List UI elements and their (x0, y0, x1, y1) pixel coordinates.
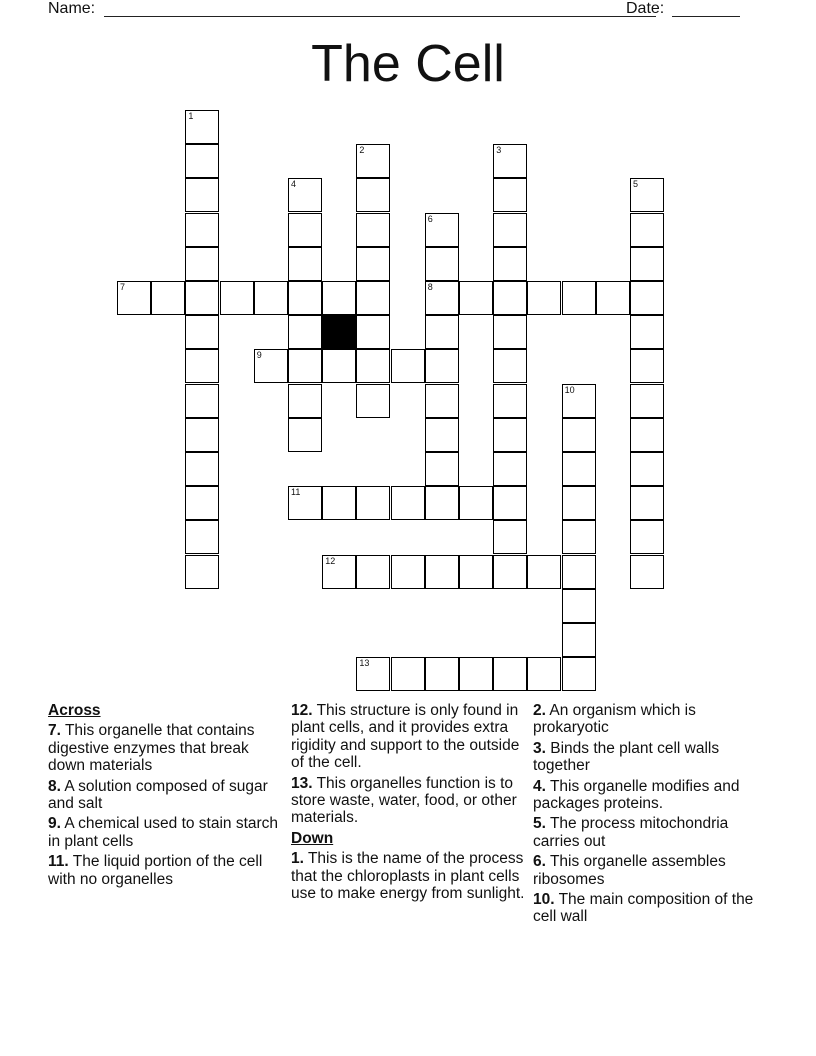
grid-cell[interactable] (185, 144, 219, 178)
grid-cell[interactable] (356, 247, 390, 281)
grid-cell[interactable] (493, 657, 527, 691)
clue-number: 4 (291, 179, 297, 190)
grid-cell[interactable] (185, 384, 219, 418)
clue-across-12: 12. This structure is only found in plant cells, and it provides extra rigidity and support to the outside of the cell. (291, 702, 520, 772)
grid-cell[interactable] (356, 657, 390, 691)
grid-cell[interactable] (288, 281, 322, 315)
clue-number: 8 (427, 282, 433, 292)
clue-number: 9 (256, 350, 262, 361)
grid-cell[interactable] (117, 281, 151, 315)
clue-number: 6 (427, 213, 433, 224)
down-heading: Down (291, 829, 334, 847)
grid-cell[interactable] (425, 315, 459, 349)
clue-number: 11 (291, 487, 301, 498)
clue-down-1: 1. This is the name of the process that the chloroplasts in plant cells use to make energy from sunlight. (291, 850, 525, 903)
grid-cell[interactable] (562, 281, 596, 315)
grid-cell[interactable] (493, 281, 527, 315)
clue-down-6: 6. This organelle assembles ribosomes (533, 853, 726, 888)
grid-cell[interactable] (322, 486, 356, 520)
grid-cell[interactable] (562, 486, 596, 520)
grid-cell[interactable] (425, 281, 459, 315)
grid-cell[interactable] (185, 213, 219, 247)
grid-cell[interactable] (493, 418, 527, 452)
clue-across-13: 13. This organelles function is to store waste, water, food, or other materials. (291, 774, 517, 827)
grid-cell[interactable] (356, 178, 390, 212)
grid-cell[interactable] (630, 452, 664, 486)
grid-cell[interactable] (459, 486, 493, 520)
grid-cell[interactable] (493, 315, 527, 349)
grid-cell[interactable] (185, 418, 219, 452)
clue-number: 2 (359, 145, 365, 156)
clue-number: 1 (188, 111, 194, 121)
clue-across-8: 8. A solution composed of sugar and salt (48, 777, 268, 813)
clues-column-1 (48, 702, 280, 891)
grid-cell[interactable] (425, 213, 459, 247)
grid-cell[interactable] (493, 555, 527, 589)
grid-cell[interactable] (185, 486, 219, 520)
across-heading: Across (48, 702, 101, 719)
grid-cell[interactable] (459, 281, 493, 315)
clues-column-3 (533, 702, 769, 929)
grid-cell[interactable] (425, 486, 459, 520)
clue-number: 3 (496, 145, 502, 156)
grid-cell[interactable] (630, 213, 664, 247)
grid-cell[interactable] (322, 349, 356, 383)
grid-cell[interactable] (356, 144, 390, 178)
grid-cell[interactable] (425, 452, 459, 486)
grid-cell[interactable] (356, 555, 390, 589)
grid-cell[interactable] (356, 281, 390, 315)
grid-cell[interactable] (630, 247, 664, 281)
grid-cell[interactable] (151, 281, 185, 315)
grid-cell[interactable] (356, 349, 390, 383)
grid-cell[interactable] (630, 418, 664, 452)
date-label: Date: (626, 0, 665, 17)
clues-column-2 (291, 702, 527, 905)
grid-cell[interactable] (630, 555, 664, 589)
name-label: Name: (48, 0, 96, 17)
grid-cell[interactable] (185, 555, 219, 589)
grid-cell[interactable] (322, 281, 356, 315)
grid-cell[interactable] (493, 520, 527, 554)
clue-number: 7 (120, 282, 126, 292)
grid-cell[interactable] (527, 555, 561, 589)
grid-cell[interactable] (185, 247, 219, 281)
grid-cell[interactable] (459, 555, 493, 589)
clue-down-4: 4. This organelle modifies and packages proteins. (533, 777, 740, 813)
clue-number: 5 (633, 179, 639, 190)
grid-cell[interactable] (630, 349, 664, 383)
grid-cell[interactable] (425, 247, 459, 281)
grid-cell[interactable] (356, 384, 390, 418)
clue-down-3: 3. Binds the plant cell walls together (533, 739, 720, 775)
clue-number: 10 (564, 384, 575, 395)
grid-cell[interactable] (493, 486, 527, 520)
grid-cell[interactable] (185, 178, 219, 212)
grid-cell[interactable] (425, 555, 459, 589)
grid-cell[interactable] (356, 213, 390, 247)
grid-cell[interactable] (185, 110, 219, 144)
grid-cell[interactable] (630, 178, 664, 212)
grid-cell[interactable] (459, 657, 493, 691)
grid-cell[interactable] (288, 418, 322, 452)
grid-cell[interactable] (630, 384, 664, 418)
grid-cell[interactable] (391, 349, 425, 383)
grid-cell[interactable] (288, 213, 322, 247)
grid-cell[interactable] (185, 281, 219, 315)
grid-cell[interactable] (391, 657, 425, 691)
grid-cell[interactable] (493, 452, 527, 486)
grid-cell[interactable] (288, 315, 322, 349)
grid-cell[interactable] (493, 144, 527, 178)
grid-cell[interactable] (425, 384, 459, 418)
clue-across-7: 7. This organelle that contains digestive enzymes that break down materials (48, 722, 255, 775)
grid-cell[interactable] (562, 418, 596, 452)
grid-cell[interactable] (493, 213, 527, 247)
grid-cell[interactable] (562, 555, 596, 589)
grid-cell[interactable] (391, 486, 425, 520)
grid-cell[interactable] (493, 349, 527, 383)
grid-cell[interactable] (562, 657, 596, 691)
grid-cell[interactable] (493, 247, 527, 281)
grid-cell[interactable] (356, 486, 390, 520)
grid-cell[interactable] (356, 315, 390, 349)
grid-block (322, 315, 356, 349)
grid-cell[interactable] (527, 281, 561, 315)
grid-cell[interactable] (596, 281, 630, 315)
grid-cell[interactable] (493, 384, 527, 418)
grid-cell[interactable] (527, 657, 561, 691)
grid-cell[interactable] (493, 178, 527, 212)
grid-cell[interactable] (562, 623, 596, 657)
grid-cell[interactable] (288, 384, 322, 418)
grid-cell[interactable] (562, 520, 596, 554)
grid-cell[interactable] (630, 315, 664, 349)
clue-across-11: 11. The liquid portion of the cell with no organelles (48, 853, 263, 888)
grid-cell[interactable] (288, 349, 322, 383)
grid-cell[interactable] (630, 486, 664, 520)
clue-down-5: 5. The process mitochondria carries out (533, 815, 729, 850)
grid-cell[interactable] (562, 384, 596, 418)
grid-cell[interactable] (562, 589, 596, 623)
grid-cell[interactable] (322, 555, 356, 589)
grid-cell[interactable] (630, 520, 664, 554)
grid-cell[interactable] (254, 349, 288, 383)
page-title: The Cell (311, 35, 505, 93)
grid-cell[interactable] (391, 555, 425, 589)
grid-cell[interactable] (288, 247, 322, 281)
grid-cell[interactable] (425, 349, 459, 383)
grid-cell[interactable] (288, 486, 322, 520)
grid-cell[interactable] (185, 452, 219, 486)
clue-down-2: 2. An organism which is prokaryotic (533, 702, 696, 737)
clue-number: 13 (359, 658, 370, 669)
grid-cell[interactable] (562, 452, 596, 486)
grid-cell[interactable] (254, 281, 288, 315)
grid-cell[interactable] (288, 178, 322, 212)
grid-cell[interactable] (220, 281, 254, 315)
grid-cell[interactable] (425, 418, 459, 452)
grid-cell[interactable] (630, 281, 664, 315)
clue-down-10: 10. The main composition of the cell wall (533, 891, 754, 926)
grid-cell[interactable] (425, 657, 459, 691)
grid-cell[interactable] (185, 349, 219, 383)
grid-cell[interactable] (185, 520, 219, 554)
clue-number: 12 (325, 555, 336, 566)
clue-across-9: 9. A chemical used to stain starch in plant cells (48, 815, 279, 850)
grid-cell[interactable] (185, 315, 219, 349)
